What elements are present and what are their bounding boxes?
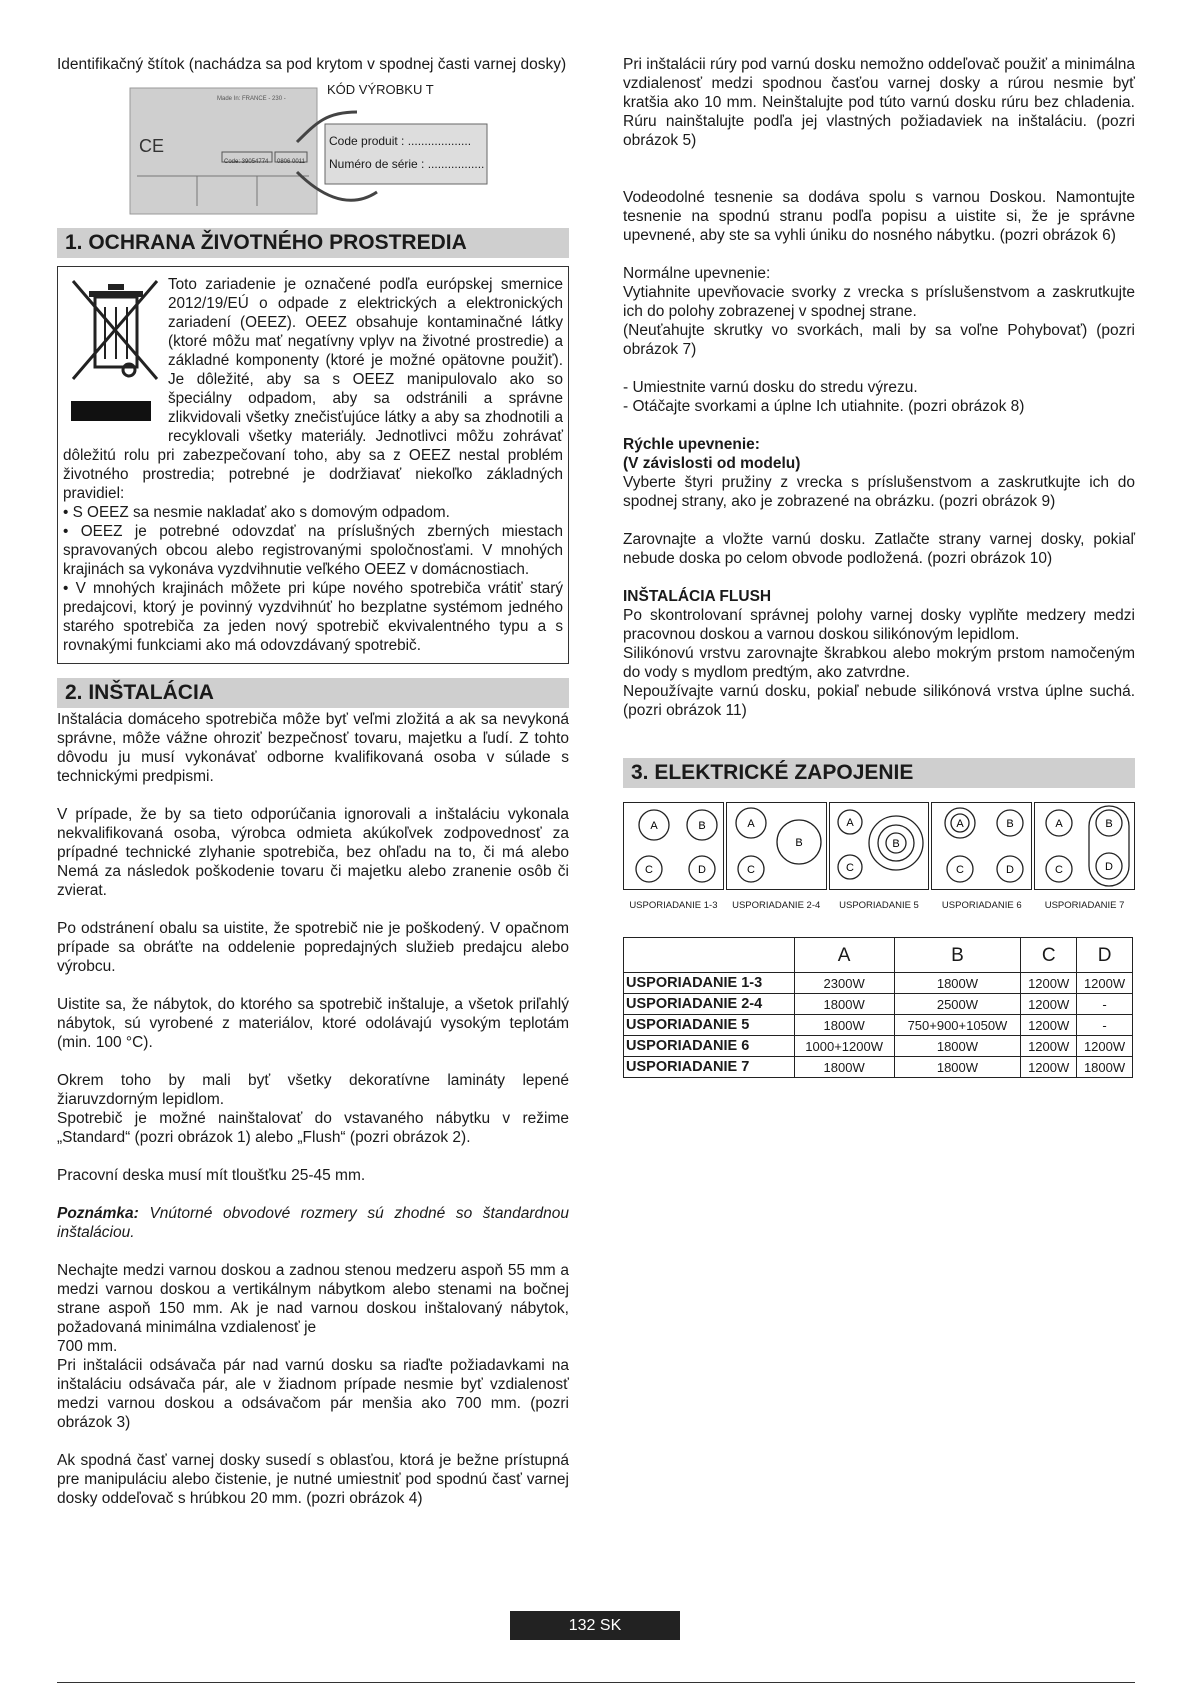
install-paragraph: Pri inštalácii odsávača pár nad varnú dosku sa riaďte požiadavkami na inštaláciu odsávača pár, ale v žiadnom prípade nesmie byť vzdialenosť medzi varnou doskou a odsávačom pár menšia ako 700 mm. (pozri obrázok 3) [57, 1357, 569, 1431]
section1-heading: 1. OCHRANA ŽIVOTNÉHO PROSTREDIA [57, 228, 569, 258]
oeez-rule-1: • S OEEZ sa nesmie nakladať ako s domovým odpadom. [63, 504, 450, 521]
table-cell: 1800W [794, 1015, 894, 1036]
table-cell: USPORIADANIE 6 [624, 1036, 795, 1057]
id-label-caption: Identifikačný štítok (nachádza sa pod krytom v spodnej časti varnej dosky) [57, 56, 567, 73]
table-row [624, 994, 1133, 1015]
arrangement-diagrams [623, 802, 1135, 890]
table-cell: 750+900+1050W [894, 1015, 1021, 1036]
page-number: 132 SK [510, 1611, 680, 1640]
bottom-divider [57, 1682, 1135, 1683]
table-header-row [624, 938, 1133, 973]
dash-line: - Umiestnite varnú dosku do stredu výrezu. [623, 379, 918, 396]
crossed-bin-icon [63, 275, 163, 435]
table-row [624, 973, 1133, 994]
table-cell: - [1077, 1015, 1133, 1036]
table-cell: 1200W [1021, 994, 1077, 1015]
note-paragraph [57, 1204, 569, 1242]
zone-label-c: C [845, 862, 854, 874]
quick-fix-text: Vyberte štyri pružiny z vrecka s príslušenstvom a zaskrutkujte ich do spodnej strany, ako je zobrazené na obrázku. (pozri obrázok 9) [623, 474, 1135, 510]
zone-label-d: D [698, 864, 706, 876]
table-cell: 1200W [1021, 1036, 1077, 1057]
oeez-rule-3: • V mnohých krajinách môžete pri kúpe nového spotrebiča vrátiť starý predajcovi, ktorý je povinný vyzdvihnúť ho bezplatne systémom jedného starého spotrebiča za jeden nový spotrebič ekvivalentného typu a s rovnakými funkciami ako má odovzdávaný spotrebič. [63, 580, 563, 654]
install-paragraph: Po odstránení obalu sa uistite, že spotrebič nie je poškodený. V opačnom prípade sa obráťte na oddelenie popredajných služieb predajcu alebo výrobcu. [57, 920, 569, 975]
label-code-box-2: 0806 0011 [277, 159, 305, 165]
table-cell: 1800W [1077, 1057, 1133, 1078]
power-table [623, 937, 1133, 1078]
table-header: C [1021, 938, 1077, 973]
arrangement-captions [623, 896, 1135, 915]
arrangement-caption: USPORIADANIE 6 [941, 900, 1022, 911]
note-label: Poznámka: [57, 1205, 139, 1222]
table-cell: 1000+1200W [794, 1036, 894, 1057]
normal-fix-line: Vytiahnite upevňovacie svorky z vrecka s príslušenstvom a zaskrutkujte ich do polohy zobrazenej v spodnej strane. [623, 284, 1135, 320]
zone-label-a: A [650, 820, 658, 832]
arrangement-caption: USPORIADANIE 5 [839, 900, 919, 911]
normal-fix-title: Normálne upevnenie: [623, 265, 771, 282]
install-paragraph: Spotrebič je možné nainštalovať do vstavaného nábytku v režime „Standard“ (pozri obrázok 1) alebo „Flush“ (pozri obrázok 2). [57, 1110, 569, 1146]
zone-label-a: A [1055, 818, 1063, 830]
table-cell: 2500W [894, 994, 1021, 1015]
label-code-box-1: Code: 39054774 [224, 159, 269, 165]
table-cell: USPORIADANIE 7 [624, 1057, 795, 1078]
install-paragraph: Uistite sa, že nábytok, do ktorého sa spotrebič inštaluje, a všetok priľahlý nábytok, sú vyrobené z materiálov, ktoré odolávajú vysokým teplotám (min. 100 °C). [57, 996, 569, 1051]
table-cell: 1200W [1021, 973, 1077, 994]
arrangement-caption: USPORIADANIE 7 [1044, 900, 1125, 911]
table-cell: 2300W [794, 973, 894, 994]
svg-text:CE: CE [139, 136, 165, 156]
install-paragraph: Inštalácia domáceho spotrebiča môže byť veľmi zložitá a ak sa nevykoná správne, môže vážne ohroziť bezpečnosť tovaru, majetku a ľudí. Z tohto dôvodu ju musí vykonávať odborne kvalifikovaná osoba v súlade s technickými predpismi. [57, 711, 569, 785]
code-produit: Code produit : ................... [329, 134, 472, 148]
zone-label-b: B [698, 820, 706, 832]
label-made-in: Made In: FRANCE - 230 - [217, 96, 286, 102]
zone-label-c: C [1055, 864, 1064, 876]
quick-fix-title: Rýchle upevnenie: [623, 436, 760, 453]
table-row [624, 1015, 1133, 1036]
table-cell: 1800W [794, 1057, 894, 1078]
zone-label-c: C [645, 864, 653, 876]
install-paragraph: 700 mm. [57, 1338, 118, 1355]
table-header: A [794, 938, 894, 973]
right-paragraph: Vodeodolné tesnenie sa dodáva spolu s varnou Doskou. Namontujte tesnenie na spodnú stranu podľa popisu a uistite si, že je správne upevnené, aby ste sa vyhli úniku do nosného nábytku. (pozri obrázok 6) [623, 189, 1135, 244]
table-header: D [1077, 938, 1133, 973]
arrangement-2-4-diagram [726, 802, 827, 890]
flush-line: Silikónovú vrstvu zarovnajte škrabkou alebo mokrým prstom namočeným do vody s mydlom predtým, ako zatvrdne. [623, 645, 1135, 681]
zone-label-a: A [747, 818, 755, 830]
section2-heading: 2. INŠTALÁCIA [57, 678, 569, 708]
rating-label-figure [57, 82, 569, 222]
table-row [624, 1057, 1133, 1078]
arrangement-6-diagram [931, 802, 1032, 890]
quick-fix-subtitle: (V závislosti od modelu) [623, 455, 801, 472]
table-header [624, 938, 795, 973]
flush-line: Po skontrolovaní správnej polohy varnej dosky vyplňte medzery medzi pracovnou doskou a varnou doskou silikónovým lepidlom. [623, 607, 1135, 643]
note-text: Vnútorné obvodové rozmery sú zhodné so štandardnou inštaláciou. [57, 1205, 569, 1241]
zone-label-b: B [1006, 818, 1015, 830]
install-paragraph: Ak spodná časť varnej dosky susedí s oblasťou, ktorá je bežne prístupná pre manipuláciu alebo čistenie, je nutné umiestniť pod spodnú časť varnej dosky oddeľovač s hrúbkou 20 mm. (pozri obrázok 4) [57, 1452, 569, 1507]
install-paragraph: Pracovní deska musí mít tloušťku 25-45 mm. [57, 1167, 366, 1184]
install-paragraph: Nechajte medzi varnou doskou a zadnou stenou medzeru aspoň 55 mm a medzi varnou doskou a vertikálnym nábytkom alebo stenami na bočnej strane aspoň 150 mm. Ak je nad varnou doskou inštalovaný nábytok, požadovaná minimálna vzdialenosť je [57, 1262, 569, 1336]
table-cell: 1800W [894, 1057, 1021, 1078]
table-cell: 1200W [1077, 1036, 1133, 1057]
zone-label-b: B [891, 838, 900, 850]
table-cell: 1800W [794, 994, 894, 1015]
section3-heading: 3. ELEKTRICKÉ ZAPOJENIE [623, 758, 1135, 788]
normal-fix-line: (Neuťahujte skrutky vo svorkách, mali by sa voľne Pohybovať) (pozri obrázok 7) [623, 322, 1135, 358]
oeez-box [57, 266, 569, 664]
table-cell: USPORIADANIE 5 [624, 1015, 795, 1036]
left-column [57, 55, 569, 1508]
install-paragraph: Okrem toho by mali byť všetky dekoratívne lamináty lepené žiaruvzdorným lepidlom. [57, 1072, 569, 1108]
table-cell: USPORIADANIE 1-3 [624, 973, 795, 994]
oeez-intro: Toto zariadenie je označené podľa európskej smernice 2012/19/EÚ o odpade z elektrických a elektronických zariadení (OEEZ). OEEZ obsahuje kontaminačné látky (ktoré môžu mať negatívny vplyv na životné prostredie) a základné komponenty (ktoré je možné opätovne použiť). Je dôležité, aby sa s OEEZ manipulovalo ako so špeciálny odpadom, aby sa odstránili a správne zlikvidovali všetky znečisťujúce látky a aby sa zhodnotili a recyklovali všetky materiály. Jednotlivci môžu zohrávať dôležitú rolu pri zabezpečovaní toho, aby sa z OEEZ nestal problém životného prostredia; potrebné je dodržiavať niekoľko základných pravidiel: [63, 276, 563, 502]
oeez-rule-2: • OEEZ je potrebné odovzdať na príslušných zberných miestach spravovaných obcou alebo registrovanými spoločnosťami. V mnohých krajinách sa vykonáva vyzdvihnutie veľkého OEEZ v domácnostiach. [63, 523, 563, 578]
zone-label-c: C [956, 864, 965, 876]
table-cell: 1200W [1077, 973, 1133, 994]
zone-label-c: C [746, 864, 755, 876]
flush-line: Nepoužívajte varnú dosku, pokiaľ nebude silikónová vrstva úplne suchá. (pozri obrázok 11) [623, 683, 1135, 719]
align-text: Zarovnajte a vložte varnú dosku. Zatlačte strany varnej dosky, pokiaľ nebude doska po celom obvode podložená. (pozri obrázok 10) [623, 531, 1135, 567]
arrangement-5-diagram [829, 802, 930, 890]
table-cell: 1800W [894, 973, 1021, 994]
zone-label-b: B [795, 837, 803, 849]
table-cell: 1800W [894, 1036, 1021, 1057]
arrangement-caption: USPORIADANIE 2-4 [732, 900, 821, 911]
install-paragraph: V prípade, že by sa tieto odporúčania ignorovali a inštaláciu vykonala nekvalifikovaná osoba, výrobca odmieta akúkoľvek zodpovednosť za prípadné technické zlyhanie spotrebiča, bez ohľadu na to, či má alebo Nemá za následok poškodenie tovaru či majetku alebo zranenie osôb či zvierat. [57, 806, 569, 899]
arrangement-caption: USPORIADANIE 1-3 [629, 900, 718, 911]
right-paragraph: Pri inštalácii rúry pod varnú dosku nemožno oddeľovač použiť a minimálna vzdialenosť medzi spodnou časťou varnej dosky a rúrou nesmie byť kratšia ako 10 mm. Neinštalujte pod túto varnú dosku rúru bez chladenia. Rúru nainštalujte podľa jej vlastných požiadaviek na inštaláciu. (pozri obrázok 5) [623, 56, 1135, 149]
dash-line: - Otáčajte svorkami a úplne Ich utiahnite. (pozri obrázok 8) [623, 398, 1025, 415]
table-cell: 1200W [1021, 1015, 1077, 1036]
table-cell: USPORIADANIE 2-4 [624, 994, 795, 1015]
zone-label-a: A [845, 817, 854, 829]
table-row [624, 1036, 1133, 1057]
table-header: B [894, 938, 1021, 973]
zone-label-a: A [956, 818, 965, 830]
table-cell: - [1077, 994, 1133, 1015]
flush-title: INŠTALÁCIA FLUSH [623, 588, 772, 605]
zone-label-d: D [1105, 861, 1114, 873]
zone-label-b: B [1105, 818, 1113, 830]
product-code-caption: KÓD VÝROBKU T [327, 82, 434, 97]
zone-label-d: D [1006, 864, 1015, 876]
numero-serie: Numéro de série : ................. [329, 157, 485, 171]
table-cell: 1200W [1021, 1057, 1077, 1078]
rating-label-diagram [57, 82, 569, 222]
arrangement-1-3-diagram [623, 802, 724, 890]
arrangement-7-diagram [1034, 802, 1135, 890]
right-column [623, 55, 1135, 1078]
